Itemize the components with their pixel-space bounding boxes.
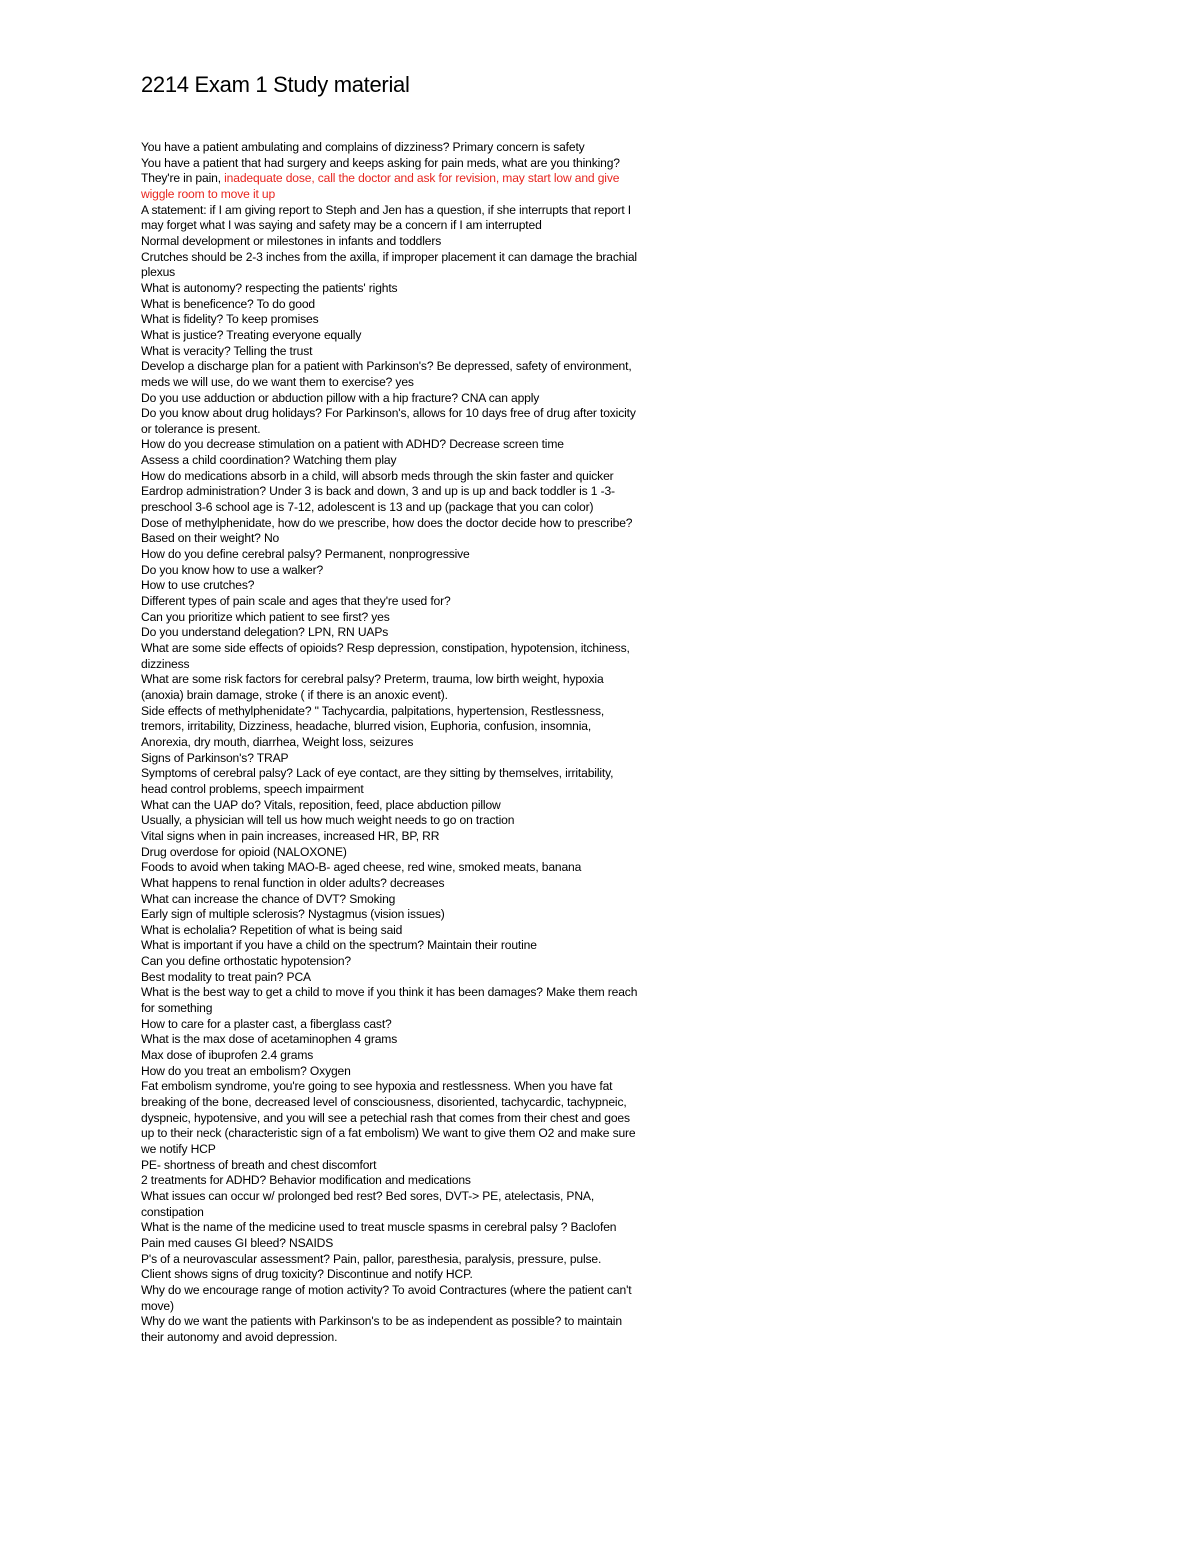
text-line: What are some risk factors for cerebral palsy? Preterm, trauma, low birth weight, hypoxia bbox=[141, 672, 604, 687]
highlighted-answer: wiggle room to move it up bbox=[141, 186, 276, 201]
text-line: What issues can occur w/ prolonged bed rest? Bed sores, DVT-> PE, atelectasis, PNA, bbox=[141, 1188, 595, 1203]
text-line: may forget what I was saying and safety may be a concern if I am interrupted bbox=[141, 218, 542, 233]
text-line: Develop a discharge plan for a patient with Parkinson's? Be depressed, safety of environment, bbox=[141, 359, 632, 374]
text-line: Do you know about drug holidays? For Parkinson's, allows for 10 days free of drug after toxicity bbox=[141, 406, 636, 421]
text-line: Can you prioritize which patient to see first? yes bbox=[141, 609, 390, 624]
text-line: 2 treatments for ADHD? Behavior modification and medications bbox=[141, 1173, 471, 1188]
text-line: Assess a child coordination? Watching them play bbox=[141, 453, 397, 468]
text-line: preschool 3-6 school age is 7-12, adolescent is 13 and up (package that you can color) bbox=[141, 500, 594, 515]
text-line: What is the best way to get a child to move if you think it has been damages? Make them reach bbox=[141, 985, 638, 1000]
text-line: Vital signs when in pain increases, increased HR, BP, RR bbox=[141, 828, 440, 843]
text-line: tremors, irritability, Dizziness, headache, blurred vision, Euphoria, confusion, insomnia, bbox=[141, 719, 592, 734]
text-line: Usually, a physician will tell us how much weight needs to go on traction bbox=[141, 813, 515, 828]
text-line: Why do we encourage range of motion activity? To avoid Contractures (where the patient can't bbox=[141, 1282, 632, 1297]
text-line: A statement: if I am giving report to Steph and Jen has a question, if she interrupts that report I bbox=[141, 202, 632, 217]
text-line: What is beneficence? To do good bbox=[141, 296, 315, 311]
text-line: Normal development or milestones in infants and toddlers bbox=[141, 233, 442, 248]
text-line: What is veracity? Telling the trust bbox=[141, 343, 313, 358]
text-line: we notify HCP bbox=[141, 1142, 216, 1156]
text-line: What is important if you have a child on the spectrum? Maintain their routine bbox=[141, 938, 537, 953]
text-line: Symptoms of cerebral palsy? Lack of eye contact, are they sitting by themselves, irritability, bbox=[141, 766, 614, 781]
text-line: (anoxia) brain damage, stroke ( if there is an anoxic event). bbox=[141, 687, 448, 702]
text-line: Side effects of methylphenidate? " Tachycardia, palpitations, hypertension, Restlessness, bbox=[141, 703, 605, 718]
text-line: What can increase the chance of DVT? Smoking bbox=[141, 891, 396, 906]
text-line: Fat embolism syndrome, you're going to see hypoxia and restlessness. When you have fat bbox=[141, 1079, 613, 1094]
text-line: Different types of pain scale and ages that they're used for? bbox=[141, 594, 451, 609]
text-line: What is echolalia? Repetition of what is being said bbox=[141, 922, 403, 937]
text-line: Eardrop administration? Under 3 is back and down, 3 and up is up and back toddler is 1 -3- bbox=[141, 484, 615, 499]
text-line: meds we will use, do we want them to exercise? yes bbox=[141, 374, 414, 389]
text-line: for something bbox=[141, 1001, 213, 1016]
text-line: dyspneic, hypotensive, and you will see a petechial rash that comes from their chest and goes bbox=[141, 1110, 630, 1125]
text-line: dizziness bbox=[141, 656, 190, 671]
text-line: Signs of Parkinson's? TRAP bbox=[141, 750, 289, 765]
text-line: Dose of methylphenidate, how do we prescribe, how does the doctor decide how to prescribe? bbox=[141, 515, 633, 530]
text-line: Crutches should be 2-3 inches from the axilla, if improper placement it can damage the brachial bbox=[141, 249, 637, 264]
text-line: What is the max dose of acetaminophen 4 grams bbox=[141, 1032, 398, 1047]
text-line: Why do we want the patients with Parkinson's to be as independent as possible? to maintain bbox=[141, 1314, 622, 1329]
text-line: Max dose of ibuprofen 2.4 grams bbox=[141, 1048, 314, 1063]
text-line: How do medications absorb in a child, will absorb meds through the skin faster and quicker bbox=[141, 468, 614, 483]
text-line: How to care for a plaster cast, a fiberglass cast? bbox=[141, 1016, 392, 1031]
text-line: You have a patient that had surgery and keeps asking for pain meds, what are you thinking? bbox=[141, 155, 620, 170]
text-line: or tolerance is present. bbox=[141, 421, 261, 436]
text-line: Early sign of multiple sclerosis? Nystagmus (vision issues) bbox=[141, 907, 445, 922]
text-line: P's of a neurovascular assessment? Pain, pallor, paresthesia, paralysis, pressure, pulse. bbox=[141, 1251, 602, 1266]
text-line: Client shows signs of drug toxicity? Discontinue and notify HCP. bbox=[141, 1267, 473, 1282]
text-line: Do you know how to use a walker? bbox=[141, 562, 324, 577]
text-line: breaking of the bone, decreased level of consciousness, disoriented, tachycardic, tachypneic, bbox=[141, 1095, 627, 1110]
text-line: Based on their weight? No bbox=[141, 531, 280, 546]
text-line: How to use crutches? bbox=[141, 578, 255, 593]
text-line: What is justice? Treating everyone equally bbox=[141, 327, 362, 342]
text-line: Drug overdose for opioid (NALOXONE) bbox=[141, 844, 347, 859]
text-line: How do you define cerebral palsy? Permanent, nonprogressive bbox=[141, 547, 470, 562]
text-line: plexus bbox=[141, 265, 176, 280]
text-line: Pain med causes GI bleed? NSAIDS bbox=[141, 1235, 334, 1250]
text-line: How do you treat an embolism? Oxygen bbox=[141, 1063, 351, 1078]
text-line: What are some side effects of opioids? Resp depression, constipation, hypotension, itchiness, bbox=[141, 641, 630, 655]
study-notes bbox=[141, 140, 731, 1346]
text-line: How do you decrease stimulation on a patient with ADHD? Decrease screen time bbox=[141, 437, 564, 452]
text-line: constipation bbox=[141, 1204, 204, 1219]
text-line: Can you define orthostatic hypotension? bbox=[141, 954, 351, 969]
document-title: 2214 Exam 1 Study material bbox=[141, 72, 410, 97]
text-line-part: They're in pain, bbox=[141, 171, 225, 186]
text-line: Do you use adduction or abduction pillow with a hip fracture? CNA can apply bbox=[141, 390, 540, 405]
text-line: move) bbox=[141, 1298, 174, 1313]
text-line: What can the UAP do? Vitals, reposition, feed, place abduction pillow bbox=[141, 797, 501, 812]
text-line bbox=[141, 171, 731, 187]
text-line: their autonomy and avoid depression. bbox=[141, 1329, 338, 1344]
highlighted-answer: inadequate dose, call the doctor and ask for revision, may start low and give bbox=[224, 171, 620, 186]
text-line: PE- shortness of breath and chest discomfort bbox=[141, 1157, 377, 1172]
text-line: Do you understand delegation? LPN, RN UAPs bbox=[141, 625, 389, 640]
text-line: Anorexia, dry mouth, diarrhea, Weight loss, seizures bbox=[141, 734, 414, 749]
text-line: What is fidelity? To keep promises bbox=[141, 312, 319, 327]
text-line: head control problems, speech impairment bbox=[141, 781, 364, 796]
text-line: You have a patient ambulating and complains of dizziness? Primary concern is safety bbox=[141, 140, 585, 154]
text-line: Foods to avoid when taking MAO-B- aged cheese, red wine, smoked meats, banana bbox=[141, 860, 582, 875]
text-line: Best modality to treat pain? PCA bbox=[141, 969, 311, 984]
text-line: What is the name of the medicine used to treat muscle spasms in cerebral palsy ? Baclofen bbox=[141, 1220, 617, 1235]
text-line: What happens to renal function in older adults? decreases bbox=[141, 875, 445, 890]
text-line: What is autonomy? respecting the patients' rights bbox=[141, 280, 398, 295]
text-line: up to their neck (characteristic sign of a fat embolism) We want to give them O2 and make sure bbox=[141, 1126, 636, 1141]
